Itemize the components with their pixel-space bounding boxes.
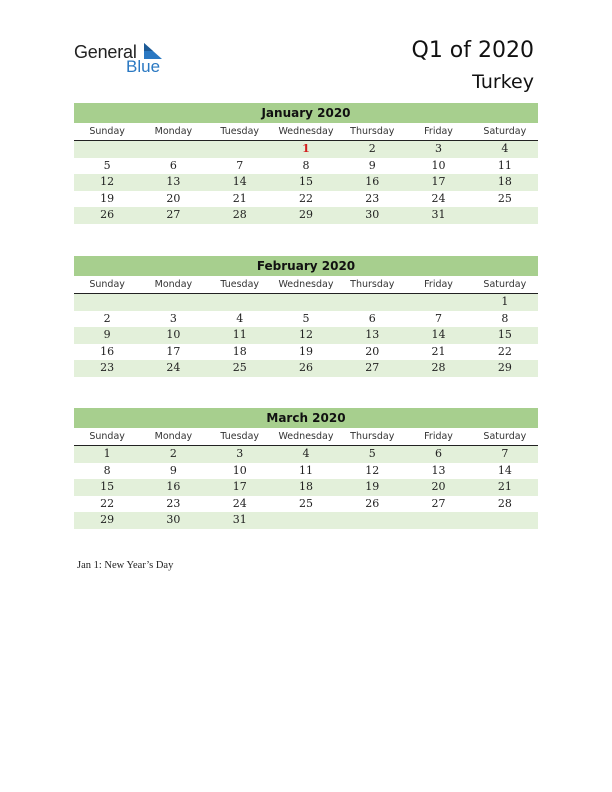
day-cell: 30: [166, 513, 181, 526]
day-cell: 21: [497, 480, 512, 493]
day-cell: 17: [431, 175, 446, 188]
day-cell: 14: [431, 328, 446, 341]
day-cell: 7: [236, 158, 244, 172]
day-cell: 25: [298, 496, 313, 510]
day-cell: 11: [298, 463, 313, 477]
day-cell: 14: [497, 463, 512, 477]
day-cell: 5: [368, 447, 376, 460]
week-row: [74, 463, 538, 480]
day-cell: [405, 512, 471, 529]
day-cell: 12: [298, 328, 313, 341]
day-cell: 20: [365, 344, 380, 358]
week-row: [74, 311, 538, 328]
day-cell: 27: [431, 496, 446, 510]
weekday-label: Wednesday: [278, 431, 334, 442]
day-cell: 11: [497, 158, 512, 172]
day-cell-holiday: 1: [302, 142, 310, 155]
day-cell: 13: [166, 175, 181, 188]
day-cell: 9: [169, 463, 177, 477]
day-cell: 15: [298, 175, 313, 188]
day-cell: [472, 512, 538, 529]
day-cell: 5: [103, 158, 111, 172]
day-cell: 19: [100, 191, 115, 205]
day-cell: 24: [431, 191, 446, 205]
week-row: [74, 191, 538, 208]
week-row: [74, 344, 538, 361]
day-cell: [405, 294, 471, 311]
day-cell: 22: [497, 344, 512, 358]
day-cell: [74, 141, 140, 158]
weekday-label: Saturday: [483, 431, 527, 442]
day-cell: 3: [169, 311, 177, 325]
day-cell: [140, 141, 206, 158]
day-cell: 24: [166, 361, 181, 374]
day-cell: 12: [365, 463, 380, 477]
week-row: [74, 479, 538, 496]
day-cell: 6: [169, 158, 177, 172]
weekday-label: Wednesday: [278, 279, 334, 290]
day-cell: [472, 207, 538, 224]
weekday-label: Friday: [424, 431, 453, 442]
weekday-label: Friday: [424, 126, 453, 137]
day-cell: 29: [100, 513, 115, 526]
weekday-label: Tuesday: [220, 279, 260, 290]
day-cell: 21: [232, 191, 247, 205]
day-cell: 25: [497, 191, 512, 205]
month-block: [74, 103, 538, 224]
day-cell: 8: [302, 158, 310, 172]
day-cell: [207, 294, 273, 311]
day-cell: 16: [166, 480, 181, 493]
weekday-label: Saturday: [483, 126, 527, 137]
day-cell: 1: [103, 447, 111, 460]
weekday-label: Monday: [154, 431, 193, 442]
day-cell: 22: [298, 191, 313, 205]
day-cell: 6: [435, 447, 443, 460]
week-row: [74, 207, 538, 224]
month-block: [74, 256, 538, 377]
day-cell: 22: [100, 496, 115, 510]
month-block: [74, 408, 538, 529]
day-cell: 23: [100, 361, 115, 374]
day-cell: 27: [365, 361, 380, 374]
day-cell: 29: [298, 208, 313, 221]
day-cell: 24: [232, 496, 247, 510]
day-cell: 10: [232, 463, 247, 477]
weekday-label: Saturday: [483, 279, 527, 290]
day-cell: 15: [497, 328, 512, 341]
weekday-label: Friday: [424, 279, 453, 290]
day-cell: [74, 294, 140, 311]
week-row: [74, 158, 538, 175]
day-cell: 18: [232, 344, 247, 358]
day-cell: [273, 294, 339, 311]
day-cell: 18: [497, 175, 512, 188]
day-cell: 2: [368, 142, 376, 155]
day-cell: 29: [497, 361, 512, 374]
day-cell: 12: [100, 175, 115, 188]
day-cell: 26: [298, 361, 313, 374]
day-cell: [207, 141, 273, 158]
day-cell: 14: [232, 175, 247, 188]
day-cell: 20: [166, 191, 181, 205]
logo-general-text: General: [74, 42, 137, 62]
day-cell: 18: [298, 480, 313, 493]
day-cell: 17: [166, 344, 181, 358]
generalblue-logo: [74, 42, 174, 78]
day-cell: 31: [431, 208, 446, 221]
day-cell: 4: [302, 447, 310, 460]
day-cell: 7: [501, 447, 509, 460]
day-cell: 25: [232, 361, 247, 374]
week-row: [74, 174, 538, 191]
day-cell: [140, 294, 206, 311]
day-cell: 7: [435, 311, 443, 325]
week-row: [74, 360, 538, 377]
weekday-header-row: [74, 123, 538, 141]
day-cell: 26: [365, 496, 380, 510]
day-cell: [339, 512, 405, 529]
day-cell: 4: [501, 142, 509, 155]
day-cell: 16: [365, 175, 380, 188]
week-row: [74, 496, 538, 513]
day-cell: 19: [298, 344, 313, 358]
day-cell: 4: [236, 311, 244, 325]
day-cell: 1: [501, 295, 509, 308]
day-cell: 13: [431, 463, 446, 477]
weekday-header-row: [74, 276, 538, 294]
weekday-label: Tuesday: [220, 431, 260, 442]
day-cell: 23: [365, 191, 380, 205]
day-cell: 28: [431, 361, 446, 374]
logo-blue-text: Blue: [126, 57, 161, 76]
weekday-label: Tuesday: [220, 126, 260, 137]
holiday-notes: [77, 560, 173, 571]
day-cell: 19: [365, 480, 380, 493]
weekday-label: Monday: [154, 126, 193, 137]
day-cell: 8: [103, 463, 111, 477]
page-title: Q1 of 2020: [411, 38, 534, 63]
month-title: January 2020: [74, 103, 538, 123]
day-cell: 27: [166, 208, 181, 221]
day-cell: 9: [103, 328, 111, 341]
day-cell: 3: [236, 447, 244, 460]
weekday-label: Thursday: [350, 431, 395, 442]
day-cell: 9: [368, 158, 376, 172]
day-cell: 2: [103, 311, 111, 325]
week-row: [74, 512, 538, 529]
day-cell: 13: [365, 328, 380, 341]
day-cell: 17: [232, 480, 247, 493]
day-cell: 10: [166, 328, 181, 341]
day-cell: 5: [302, 311, 310, 325]
day-cell: 30: [365, 208, 380, 221]
day-cell: 21: [431, 344, 446, 358]
weekday-label: Sunday: [89, 126, 125, 137]
weekday-label: Thursday: [350, 126, 395, 137]
country-name: Turkey: [472, 71, 534, 93]
day-cell: 3: [435, 142, 443, 155]
day-cell: 8: [501, 311, 509, 325]
day-cell: 16: [100, 344, 115, 358]
weekday-header-row: [74, 428, 538, 446]
weekday-label: Wednesday: [278, 126, 334, 137]
weekday-label: Thursday: [350, 279, 395, 290]
day-cell: 31: [232, 513, 247, 526]
month-title: February 2020: [74, 256, 538, 276]
week-row: [74, 141, 538, 158]
day-cell: 11: [232, 328, 247, 341]
day-cell: 28: [232, 208, 247, 221]
day-cell: 10: [431, 158, 446, 172]
weekday-label: Monday: [154, 279, 193, 290]
holiday-note: Jan 1: New Year’s Day: [77, 560, 174, 571]
day-cell: 2: [169, 447, 177, 460]
day-cell: 15: [100, 480, 115, 493]
weekday-label: Sunday: [89, 431, 125, 442]
month-title: March 2020: [74, 408, 538, 428]
week-row: [74, 294, 538, 311]
day-cell: 23: [166, 496, 181, 510]
week-row: [74, 327, 538, 344]
week-row: [74, 446, 538, 463]
day-cell: 6: [368, 311, 376, 325]
day-cell: [339, 294, 405, 311]
day-cell: [273, 512, 339, 529]
day-cell: 26: [100, 208, 115, 221]
weekday-label: Sunday: [89, 279, 125, 290]
day-cell: 20: [431, 480, 446, 493]
day-cell: 28: [497, 496, 512, 510]
